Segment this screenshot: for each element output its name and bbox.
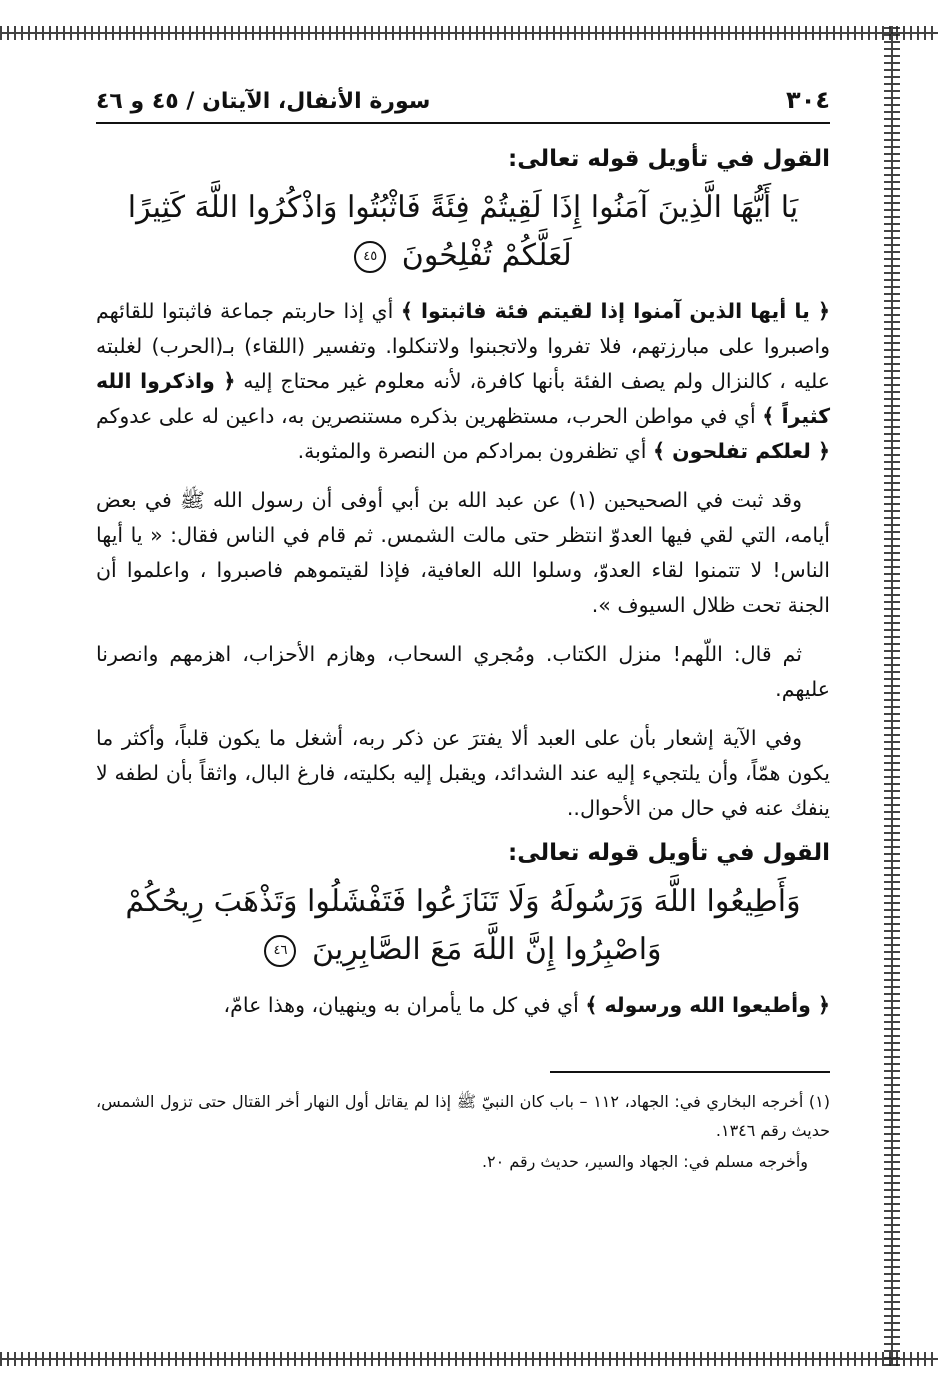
ayah-number-marker: ٤٥	[354, 241, 386, 273]
footnote-1: (١) أخرجه البخاري في: الجهاد، ١١٢ – باب كان النبيّ ﷺ إذا لم يقاتل أول النهار أخر القتال حتى تزول الشمس، حديث رقم ١٣٤٦.	[96, 1092, 831, 1140]
footnotes	[96, 1087, 830, 1176]
verse-quote: ﴿ يا أيها الذين آمنوا إذا لقيتم فئة فاثبتوا ﴾	[400, 299, 831, 323]
commentary-paragraph	[96, 988, 830, 1023]
supplication-paragraph: ثم قال: اللّهم! منزل الكتاب. ومُجري السحاب، وهازم الأحزاب، اهزمهم وانصرنا عليهم.	[96, 642, 830, 701]
reflection-paragraph: وفي الآية إشعار بأن على العبد ألا يفترَ عن ذكر ربه، أشغل ما يكون قلباً، وأكثر ما يكون همّاً، وأن يلتجيء إليه عند الشدائد، ويقبل إليه بكليته، فارغ البال، واثقاً بأن لطفه لا ينفك عنه في حال من الأحوال..	[96, 726, 830, 820]
footnote-1-continued: وأخرجه مسلم في: الجهاد والسير، حديث رقم ٢٠.	[481, 1152, 808, 1171]
verse-quote: ﴿ واذكروا الله كثيراً ﴾	[96, 369, 831, 428]
verse-text: يَا أَيُّهَا الَّذِينَ آمَنُوا إِذَا لَقِيتُمْ فِئَةً فَاثْبُتُوا وَاذْكُرُوا اللَّهَ كَثِيرًا لَعَلَّكُمْ تُفْلِحُونَ	[127, 190, 799, 273]
top-decorative-border	[0, 26, 938, 40]
commentary-text: أي إذا حاربتم جماعة فاثبتوا للقائهم واصبروا على مبارزتهم، فلا تفروا ولاتجبنوا ولاتنكلوا. وتفسير (اللقاء) بـ(الحرب) لغلبته عليه ، كالنزال ولم يصف الفئة بأنها كافرة، لأنه معلوم غير محتاج إليه	[96, 299, 830, 393]
footnote-rule	[550, 1071, 830, 1073]
quran-verse	[96, 184, 830, 280]
commentary-text: أي في مواطن الحرب، مستظهرين بذكره مستنصرين به، داعين له على عدوكم	[96, 404, 763, 428]
section-heading: القول في تأويل قوله تعالى:	[508, 840, 830, 866]
commentary-text: أي تظفرون بمرادكم من النصرة والمثوبة.	[297, 439, 653, 463]
commentary-paragraph	[96, 294, 830, 469]
verse-quote: ﴿ لعلكم تفلحون ﴾	[652, 439, 830, 463]
verse-text: وَأَطِيعُوا اللَّهَ وَرَسُولَهُ وَلَا تَنَازَعُوا فَتَفْشَلُوا وَتَذْهَبَ رِيحُكُمْ وَاصْبِرُوا إِنَّ اللَّهَ مَعَ الصَّابِرِينَ	[125, 884, 801, 967]
ayah-number-marker: ٤٦	[264, 935, 296, 967]
section-heading: القول في تأويل قوله تعالى:	[508, 146, 830, 172]
page-content	[96, 78, 830, 1178]
header-rule	[96, 122, 830, 124]
quran-verse	[96, 878, 830, 974]
running-title: سورة الأنفال، الآيتان / ٤٥ و ٤٦	[96, 89, 431, 114]
page-header	[96, 78, 830, 114]
page-number: ٣٠٤	[786, 86, 830, 114]
bottom-decorative-border	[0, 1352, 938, 1366]
hadith-paragraph: وقد ثبت في الصحيحين (١) عن عبد الله بن أبي أوفى أن رسول الله ﷺ في بعض أيامه، التي لقي فيها العدوّ انتظر حتى مالت الشمس. ثم قام في الناس فقال: « يا أيها الناس! لا تتمنوا لقاء العدوّ، وسلوا الله العافية، فإذا لقيتموهم فاصبروا ، واعلموا أن الجنة تحت ظلال السيوف ».	[96, 488, 830, 617]
commentary-text: أي في كل ما يأمران به وينهيان، وهذا عامّ،	[223, 993, 586, 1017]
verse-quote: ﴿ وأطيعوا الله ورسوله ﴾	[585, 993, 830, 1017]
right-decorative-border	[884, 26, 900, 1366]
